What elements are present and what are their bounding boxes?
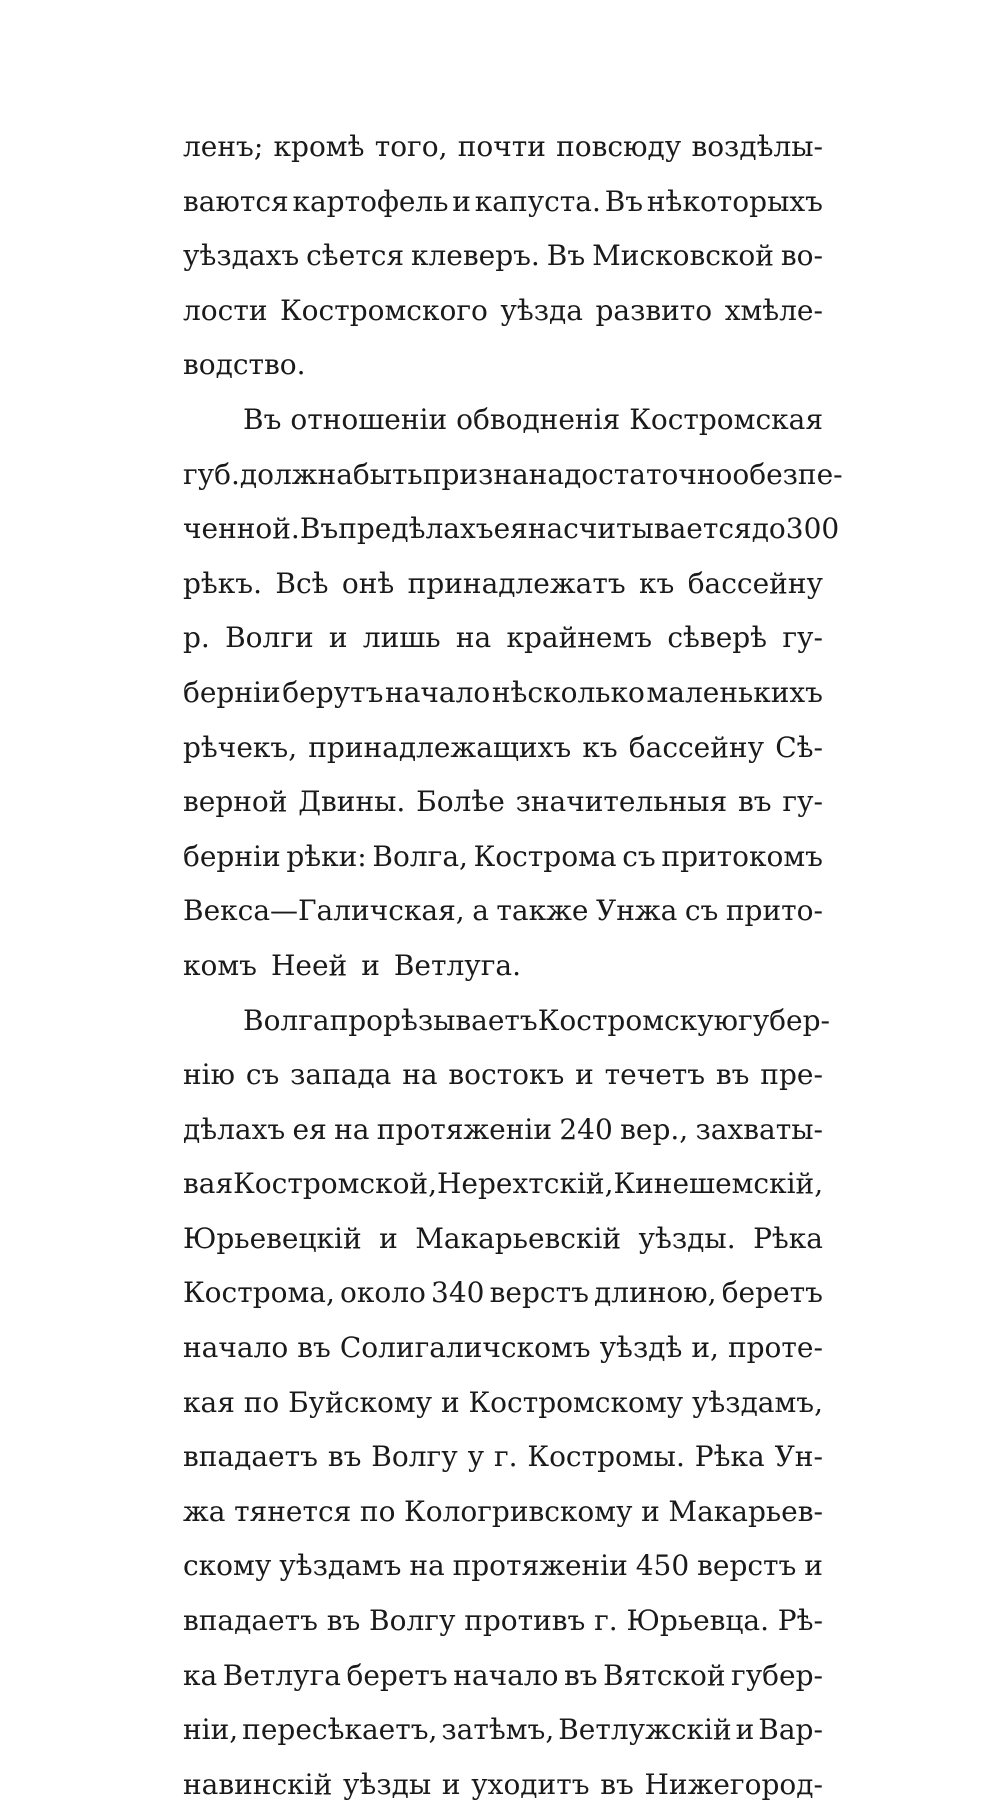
word: востокъ xyxy=(448,1058,565,1092)
word: Рѣка xyxy=(753,1221,823,1255)
word: къ xyxy=(582,730,618,764)
word: притокомъ xyxy=(661,839,823,873)
word: въ xyxy=(737,785,772,819)
word: маленькихъ xyxy=(646,675,823,709)
word: также xyxy=(496,894,589,928)
word: берніи xyxy=(183,675,281,709)
word: затѣмъ, xyxy=(441,1713,555,1747)
word: Рѣка xyxy=(694,1440,765,1474)
word: Костромского xyxy=(280,293,488,327)
text-line xyxy=(183,1657,823,1712)
word: жа xyxy=(183,1494,226,1528)
word: Въ xyxy=(299,512,339,546)
word: Костромская xyxy=(629,402,823,436)
word: и xyxy=(804,1549,823,1583)
word: берніи xyxy=(183,839,281,873)
word: Кинешемскій, xyxy=(613,1167,824,1201)
word: впадаетъ xyxy=(183,1440,318,1474)
word: ченной. xyxy=(183,512,300,546)
word: должна xyxy=(239,457,353,491)
word: и xyxy=(452,184,471,218)
word: губ. xyxy=(183,457,240,491)
word: противъ xyxy=(464,1604,586,1638)
word: уѣздахъ xyxy=(183,239,300,273)
word: Макарьевскій xyxy=(415,1221,622,1255)
word: гу- xyxy=(782,785,823,819)
word: предѣлахъ xyxy=(338,512,494,546)
word: и xyxy=(641,1494,660,1528)
word: уѣздамъ, xyxy=(691,1385,823,1419)
text-line xyxy=(183,565,823,620)
word: комъ xyxy=(183,948,257,982)
word: лишь xyxy=(362,621,441,655)
word: прито- xyxy=(725,894,823,928)
word: Болѣе xyxy=(416,785,505,819)
word: нію xyxy=(183,1058,235,1092)
word: хмѣле- xyxy=(724,293,823,327)
word: запада xyxy=(290,1058,392,1092)
word: и xyxy=(361,948,380,982)
word: въ xyxy=(327,1440,362,1474)
word: уѣзда xyxy=(500,293,583,327)
word: Мисковской xyxy=(592,239,774,273)
word: Костромскому xyxy=(468,1385,684,1419)
text-line xyxy=(183,1329,823,1384)
word: признана xyxy=(422,457,565,491)
word: Сѣ- xyxy=(775,730,823,764)
word: принадлежатъ xyxy=(407,566,626,600)
word: Костромской, xyxy=(233,1167,437,1201)
word: впадаетъ xyxy=(183,1604,318,1638)
word: уѣзды xyxy=(342,1767,432,1801)
body-text xyxy=(183,128,843,1820)
word: ваются xyxy=(183,184,289,218)
word: Рѣ- xyxy=(777,1604,823,1638)
word: и xyxy=(441,1767,461,1801)
word: ея xyxy=(493,512,528,546)
word: начало xyxy=(385,675,491,709)
word: повсюду xyxy=(556,130,682,163)
word: къ xyxy=(639,566,675,600)
text-line xyxy=(183,674,823,729)
text-line xyxy=(183,1766,823,1820)
word: около xyxy=(340,1276,426,1310)
word: бассейну xyxy=(687,566,823,600)
word: Ветлуга. xyxy=(393,948,522,982)
text-line xyxy=(183,346,823,401)
word: кромѣ xyxy=(273,130,365,163)
word: ленъ; xyxy=(183,130,264,163)
word: уѣздѣ xyxy=(599,1331,683,1365)
word: Нерехтскій, xyxy=(437,1167,614,1201)
word: съ xyxy=(622,839,656,873)
word: клеверъ. xyxy=(411,239,540,273)
word: Вятской xyxy=(603,1658,726,1692)
word: ка xyxy=(183,1658,218,1692)
word: Волги xyxy=(225,621,314,655)
word: навинскій xyxy=(183,1767,333,1801)
word: кая xyxy=(183,1385,235,1419)
word: того, xyxy=(374,130,448,163)
word: Волгу xyxy=(369,1604,456,1638)
text-line xyxy=(183,947,823,1002)
word: въ xyxy=(297,1331,331,1365)
word: начало xyxy=(183,1331,289,1365)
word: сѣется xyxy=(306,239,405,273)
text-line xyxy=(183,183,823,238)
word: Волгу xyxy=(371,1440,458,1474)
text-line xyxy=(183,1438,823,1493)
word: почти xyxy=(457,130,546,163)
word: водство. xyxy=(183,348,306,382)
word: 300 xyxy=(785,512,840,546)
text-line xyxy=(183,1165,823,1220)
word: начало xyxy=(453,1658,559,1692)
word: протяженіи xyxy=(452,1549,628,1583)
text-line xyxy=(183,729,823,784)
word: Въ xyxy=(546,239,586,273)
word: р. xyxy=(183,621,210,655)
word: Юрьевецкій xyxy=(183,1221,362,1255)
text-line xyxy=(183,1493,823,1548)
text-line xyxy=(183,838,823,893)
word: съ xyxy=(684,894,719,928)
word: Ветлужскій xyxy=(558,1713,732,1747)
text-line xyxy=(183,783,823,838)
text-line xyxy=(183,1384,823,1439)
word: крайнемъ xyxy=(506,621,653,655)
word: бассейну xyxy=(628,730,765,764)
word: и xyxy=(735,1713,755,1747)
word: Волга, xyxy=(372,839,468,873)
text-line xyxy=(183,1602,823,1657)
word: отношеніи xyxy=(290,402,448,436)
word: губер- xyxy=(731,1658,823,1692)
word: нѣкоторыхъ xyxy=(646,184,823,218)
word: нѣсколько xyxy=(491,675,645,709)
word: пересѣкаетъ, xyxy=(242,1713,438,1747)
word: и xyxy=(575,1058,594,1092)
word: тянется xyxy=(234,1494,352,1528)
word: ніи, xyxy=(183,1713,239,1747)
word: Всѣ xyxy=(275,566,329,600)
word: съ xyxy=(245,1058,280,1092)
word: въ xyxy=(563,1658,598,1692)
word: Ун- xyxy=(774,1440,823,1474)
word: течетъ xyxy=(604,1058,706,1092)
word: по xyxy=(359,1494,396,1528)
word: и, xyxy=(691,1331,719,1365)
word: и xyxy=(379,1221,398,1255)
word: на xyxy=(409,1549,445,1583)
word: рѣчекъ, xyxy=(183,730,298,764)
word: верной xyxy=(183,785,288,819)
word: на xyxy=(455,621,492,655)
word: достаточно xyxy=(564,457,733,491)
text-line xyxy=(183,1274,823,1329)
text-line xyxy=(183,1220,823,1275)
text-line xyxy=(183,1547,823,1602)
word: а xyxy=(472,894,489,928)
word: значительныя xyxy=(515,785,728,819)
word: принадлежащихъ xyxy=(308,730,572,764)
text-line xyxy=(183,237,823,292)
word: Въ xyxy=(604,184,644,218)
text-line xyxy=(183,1056,823,1111)
word: Макарьев- xyxy=(668,1494,823,1528)
word: беретъ xyxy=(346,1658,448,1692)
word: скому xyxy=(183,1549,272,1583)
word: у xyxy=(467,1440,485,1474)
word: и xyxy=(440,1385,460,1419)
word: Юрьевца. xyxy=(626,1604,769,1638)
word: 450 xyxy=(635,1549,690,1583)
word: Кострома, xyxy=(183,1276,335,1310)
word: 240 xyxy=(559,1112,613,1146)
word: развито xyxy=(595,293,713,327)
word: г. xyxy=(594,1604,618,1638)
word: уѣзды. xyxy=(638,1221,736,1255)
word: уходитъ xyxy=(471,1767,590,1801)
word: капуста. xyxy=(474,184,601,218)
text-line xyxy=(183,619,823,674)
word: до xyxy=(751,512,786,546)
word: длиною, xyxy=(594,1276,717,1310)
word: прорѣзываетъ xyxy=(329,1003,538,1037)
word: обводненія xyxy=(456,402,621,436)
word: Кологривскому xyxy=(404,1494,633,1528)
word: воздѣлы- xyxy=(691,130,823,163)
word: Векса—Галичская, xyxy=(183,894,465,928)
text-line xyxy=(183,1711,823,1766)
word: протяженіи xyxy=(376,1112,553,1146)
word: верстъ xyxy=(489,1276,589,1310)
word: въ xyxy=(600,1767,634,1801)
word: верстъ xyxy=(697,1549,797,1583)
word: Костромскую xyxy=(537,1003,739,1037)
word: гу- xyxy=(782,621,823,655)
word: Волга xyxy=(243,1003,330,1037)
word: г. xyxy=(493,1440,518,1474)
word: дѣлахъ xyxy=(183,1112,286,1146)
text-line xyxy=(183,456,843,511)
word: Буйскому xyxy=(288,1385,433,1419)
word: Въ xyxy=(243,402,282,436)
text-line xyxy=(183,128,823,183)
word: пре- xyxy=(760,1058,823,1092)
word: захваты- xyxy=(695,1112,823,1146)
word: беретъ xyxy=(721,1276,823,1310)
word: картофель xyxy=(292,184,449,218)
text-line xyxy=(183,892,823,947)
word: рѣкъ. xyxy=(183,566,263,600)
word: по xyxy=(243,1385,280,1419)
word: Солигаличскомъ xyxy=(339,1331,591,1365)
word: проте- xyxy=(727,1331,823,1365)
word: быть xyxy=(352,457,423,491)
word: Кострома xyxy=(473,839,617,873)
word: Нижегород- xyxy=(644,1767,823,1801)
text-line xyxy=(183,401,823,456)
word: Двины. xyxy=(298,785,406,819)
word: лости xyxy=(183,293,268,327)
word: на xyxy=(402,1058,438,1092)
text-line xyxy=(183,1002,830,1057)
word: вая xyxy=(183,1167,234,1201)
word: берутъ xyxy=(282,675,384,709)
word: въ xyxy=(326,1604,361,1638)
word: вер., xyxy=(620,1112,689,1146)
text-line xyxy=(183,510,840,565)
word: рѣки: xyxy=(286,839,367,873)
word: Ветлуга xyxy=(222,1658,341,1692)
word: во- xyxy=(780,239,823,273)
word: обезпе- xyxy=(732,457,843,491)
word: и xyxy=(328,621,348,655)
word: 340 xyxy=(431,1276,485,1310)
word: Унжа xyxy=(595,894,678,928)
word: въ xyxy=(715,1058,750,1092)
word: уѣздамъ xyxy=(279,1549,402,1583)
word: на xyxy=(334,1112,370,1146)
word: сѣверѣ xyxy=(667,621,768,655)
word: насчитывается xyxy=(527,512,752,546)
word: губер- xyxy=(738,1003,830,1037)
word: Неей xyxy=(270,948,348,982)
word: Вар- xyxy=(758,1713,823,1747)
text-line xyxy=(183,292,823,347)
word: ея xyxy=(292,1112,327,1146)
text-line xyxy=(183,1111,823,1166)
word: онѣ xyxy=(341,566,395,600)
word: Костромы. xyxy=(527,1440,685,1474)
